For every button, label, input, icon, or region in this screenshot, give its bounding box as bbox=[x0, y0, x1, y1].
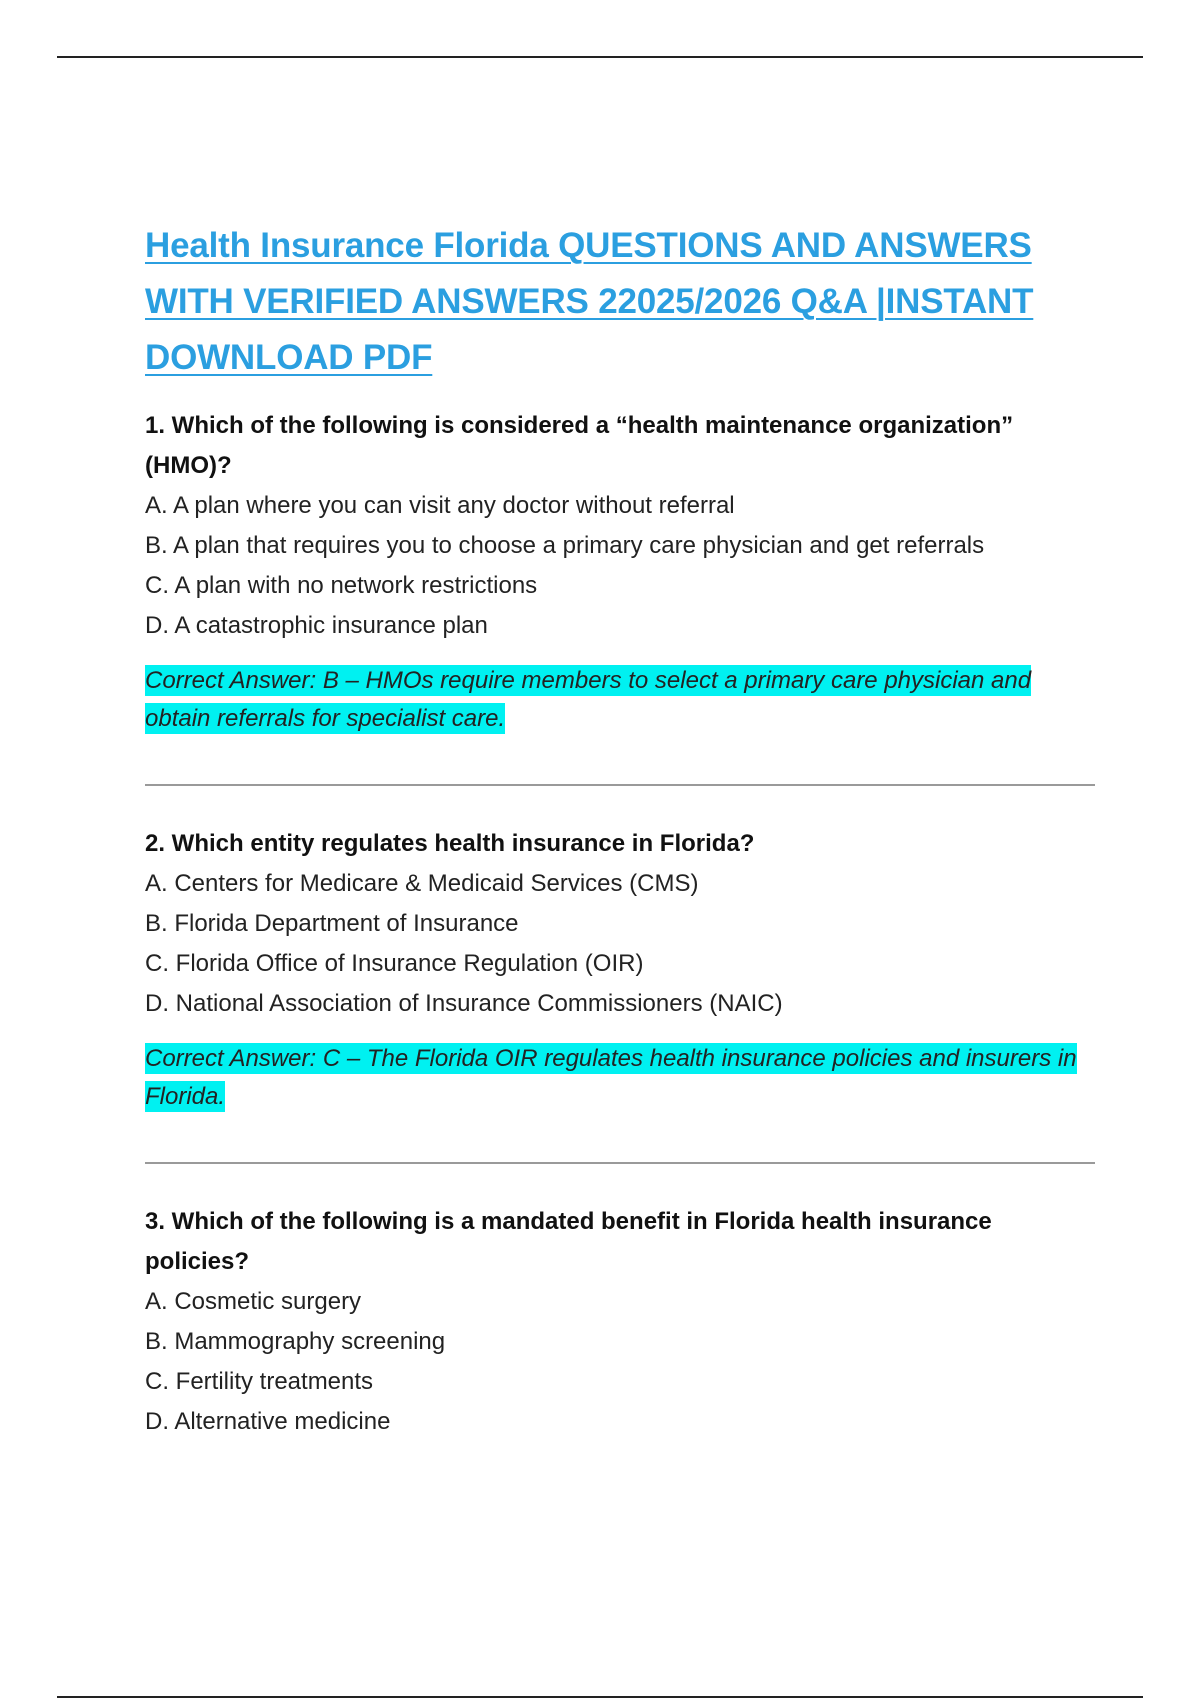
option-d: D. Alternative medicine bbox=[145, 1408, 391, 1435]
question-text: 3. Which of the following is a mandated benefit in Florida health insurance policies? bbox=[145, 1208, 992, 1275]
correct-answer bbox=[145, 1040, 1095, 1116]
option-b: B. Mammography screening bbox=[145, 1328, 446, 1355]
option-a: A. A plan where you can visit any doctor without referral bbox=[145, 492, 735, 519]
correct-answer bbox=[145, 662, 1095, 738]
option-b: B. A plan that requires you to choose a primary care physician and get referrals bbox=[145, 532, 985, 559]
correct-answer-text: Correct Answer: B – HMOs require members to select a primary care physician and obtain referrals for specialist care. bbox=[145, 667, 1032, 732]
question-1 bbox=[145, 406, 1095, 738]
option-a: A. Centers for Medicare & Medicaid Services (CMS) bbox=[145, 870, 699, 897]
question-2 bbox=[145, 824, 1095, 1116]
document-title-link[interactable]: Health Insurance Florida QUESTIONS AND ANSWERS WITH VERIFIED ANSWERS 22025/2026 Q&A |INSTANT DOWNLOAD PDF bbox=[145, 226, 1034, 377]
question-3 bbox=[145, 1202, 1095, 1442]
correct-answer-text: Correct Answer: C – The Florida OIR regulates health insurance policies and insurers in Florida. bbox=[145, 1045, 1077, 1110]
question-divider bbox=[145, 784, 1095, 786]
page-bottom-rule bbox=[57, 1696, 1143, 1698]
option-a: A. Cosmetic surgery bbox=[145, 1288, 362, 1315]
question-text: 2. Which entity regulates health insurance in Florida? bbox=[145, 830, 755, 857]
option-c: C. Fertility treatments bbox=[145, 1368, 374, 1395]
document-body bbox=[145, 218, 1095, 1442]
option-d: D. National Association of Insurance Commissioners (NAIC) bbox=[145, 990, 783, 1017]
question-text: 1. Which of the following is considered a “health maintenance organization” (HMO)? bbox=[145, 412, 1014, 479]
option-c: C. Florida Office of Insurance Regulation (OIR) bbox=[145, 950, 644, 977]
option-b: B. Florida Department of Insurance bbox=[145, 910, 519, 937]
option-d: D. A catastrophic insurance plan bbox=[145, 612, 488, 639]
option-c: C. A plan with no network restrictions bbox=[145, 572, 538, 599]
page-top-rule bbox=[57, 56, 1143, 58]
question-divider bbox=[145, 1162, 1095, 1164]
